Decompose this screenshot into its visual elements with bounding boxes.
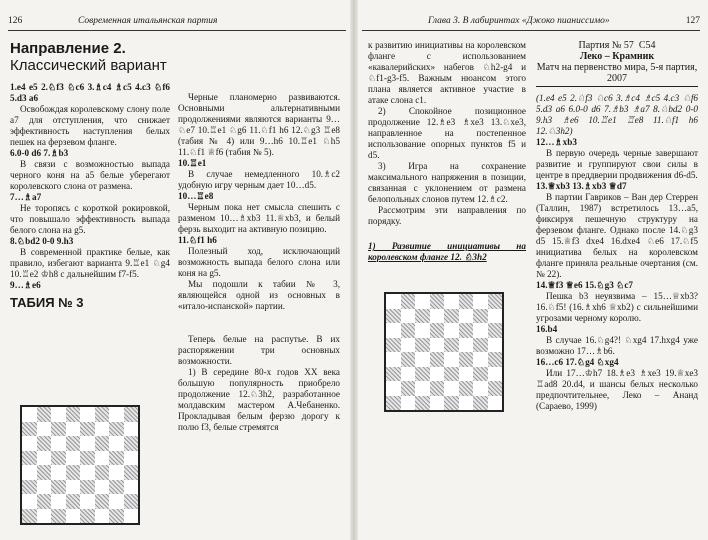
comment: Мы подошли к табии № 3, являющейся одной из основных в «итало-испанской» партии. xyxy=(178,279,340,311)
board-square xyxy=(109,465,124,480)
board-square xyxy=(488,294,503,309)
move-line: 12…♗xb3 xyxy=(536,137,577,147)
board-square xyxy=(401,381,416,396)
board-square xyxy=(51,480,66,495)
board-square xyxy=(37,407,52,422)
board-square xyxy=(401,309,416,324)
board-square xyxy=(459,396,474,411)
board-square xyxy=(386,396,401,411)
comment: Черные планомерно развиваются. Основными альтернативными продолжениями являются варианты 9…♘e7 10.♖e1 ♘g6 11.♘f1 h6 12.♘g3 ♖e8 (табия № 4) или 9…h6 10.♖e1 ♘h5 11.♘f1 ♕f6 (табия № 5). xyxy=(178,92,340,157)
board-square xyxy=(22,480,37,495)
comment: Освобождая королевскому слону поле a7 для отступления, что снижает эффективность наступления белых пешек на ферзевом фланге. xyxy=(10,104,170,147)
board-square xyxy=(51,509,66,524)
board-square xyxy=(386,294,401,309)
board-square xyxy=(95,451,110,466)
right-col2 xyxy=(536,40,698,412)
comment: В случае 16.♘g4?! ♘xg4 17.hxg4 уже возможно 17…♗b6. xyxy=(536,335,698,356)
board-square xyxy=(51,451,66,466)
event: Матч на первенство мира, 5-я партия, 2007 xyxy=(536,62,698,87)
board-square xyxy=(473,294,488,309)
running-title: Глава 3. В лабиринтах «Джоко пианиссимо» xyxy=(428,16,610,26)
board-square xyxy=(51,494,66,509)
move-line: 16…c6 17.♘g4 ♘xg4 xyxy=(536,357,619,367)
board-square xyxy=(430,367,445,382)
board-square xyxy=(37,465,52,480)
board-square xyxy=(124,465,139,480)
board-square xyxy=(109,422,124,437)
move-line: 13.♕xb3 13.♗xb3 ♕d7 xyxy=(536,181,627,191)
comment: В первую очередь черные завершают развитие и группируют свои силы в центре в преддверии продвижения d6-d5. xyxy=(536,148,698,180)
board-square xyxy=(415,323,430,338)
board-square xyxy=(459,367,474,382)
game-header xyxy=(536,40,698,51)
game-moves: (1.e4 e5 2.♘f3 ♘c6 3.♗c4 ♗c5 4.c3 ♘f6 5.d3 a6 6.0-0 d6 7.♗b3 ♗a7 8.♘bd2 0-0 9.h3 ♗e6 10.♖e1 ♖e8 11.♘f1 h6 12.♘3h2) xyxy=(536,93,698,136)
board-square xyxy=(386,352,401,367)
comment: 2) Спокойное позиционное продолжение 12.♗e3 ♗xe3 13.♘xe3, направленное на постепенное использование опорных пунктов f5 и d5. xyxy=(368,106,526,160)
board-square xyxy=(22,451,37,466)
page-number: 127 xyxy=(685,16,700,26)
board-square xyxy=(488,381,503,396)
board-square xyxy=(124,494,139,509)
comment: Теперь белые на распутье. В их распоряжении три основных возможности. xyxy=(178,334,340,366)
comment: Черным пока нет смысла спешить с разменом 10…♗xb3 11.♕xb3, и белый ферзь выходит на активную позицию. xyxy=(178,202,340,234)
board-square xyxy=(488,367,503,382)
board-square xyxy=(80,436,95,451)
board-square xyxy=(37,509,52,524)
page-number: 126 xyxy=(8,16,23,26)
board-square xyxy=(415,309,430,324)
board-square xyxy=(51,465,66,480)
chessboard-left xyxy=(20,405,140,525)
comment: к развитию инициативы на королевском фланге с использованием «кавалерийских» набегов ♘h2-g4 и ♘f1-g3-f5. Важным нюансом этого плана является активное участие в атаке слона c1. xyxy=(368,40,526,105)
board-square xyxy=(430,338,445,353)
board-square xyxy=(51,436,66,451)
board-square xyxy=(80,480,95,495)
board-square xyxy=(66,451,81,466)
subhead: 1) Развитие инициативы на королевском фланге 12. ♘3h2 xyxy=(368,241,526,262)
board-square xyxy=(444,323,459,338)
right-col1 xyxy=(368,40,526,263)
move-line: 14.♕f3 ♕e6 15.♘g3 ♘c7 xyxy=(536,280,633,290)
board-square xyxy=(109,451,124,466)
board-square xyxy=(95,422,110,437)
board-square xyxy=(415,352,430,367)
board-square xyxy=(80,494,95,509)
board-square xyxy=(124,451,139,466)
board-square xyxy=(22,465,37,480)
board-square xyxy=(51,407,66,422)
board-square xyxy=(444,367,459,382)
board-square xyxy=(444,338,459,353)
move-line: 9…♗e6 xyxy=(10,280,41,290)
players: Леко – Крамник xyxy=(579,51,655,62)
board-square xyxy=(124,407,139,422)
board-square xyxy=(415,396,430,411)
running-head-left xyxy=(8,14,346,31)
move-line: 8.♘bd2 0-0 9.h3 xyxy=(10,236,74,246)
board-square xyxy=(459,338,474,353)
comment: В связи с возможностью выпада черного коня на a5 белые уберегают королевского слона от размена. xyxy=(10,159,170,191)
board-square xyxy=(37,436,52,451)
board-square xyxy=(109,494,124,509)
board-square xyxy=(80,422,95,437)
board-square xyxy=(95,509,110,524)
board-square xyxy=(444,396,459,411)
comment: В случае немедленного 10.♗c2 удобную игру черным дает 10…d5. xyxy=(178,169,340,190)
board-square xyxy=(124,436,139,451)
move-line: 10.♖e1 xyxy=(178,158,207,168)
board-square xyxy=(66,494,81,509)
board-square xyxy=(66,480,81,495)
comment: В современной практике белые, как правило, избегают варианта 9.♖e1 ♘g4 10.♖e2 ♔h8 с дальнейшим f7-f5. xyxy=(10,247,170,279)
board-square xyxy=(66,422,81,437)
board-square xyxy=(124,480,139,495)
comment: Рассмотрим эти направления по порядку. xyxy=(368,205,526,226)
board-square xyxy=(430,396,445,411)
board-square xyxy=(37,480,52,495)
board-square xyxy=(37,422,52,437)
board-square xyxy=(459,381,474,396)
left-col2 xyxy=(178,92,340,433)
board-square xyxy=(66,465,81,480)
board-square xyxy=(124,422,139,437)
board-square xyxy=(415,294,430,309)
board-square xyxy=(415,338,430,353)
board-square xyxy=(473,396,488,411)
board-square xyxy=(401,352,416,367)
board-square xyxy=(386,309,401,324)
board-square xyxy=(109,509,124,524)
board-square xyxy=(488,396,503,411)
board-square xyxy=(459,309,474,324)
board-square xyxy=(401,367,416,382)
board-square xyxy=(444,294,459,309)
board-square xyxy=(430,323,445,338)
board-square xyxy=(95,494,110,509)
board-square xyxy=(95,407,110,422)
board-square xyxy=(80,509,95,524)
move-line: 1.e4 e5 2.♘f3 ♘c6 3.♗c4 ♗c5 4.c3 ♘f6 5.d3 a6 xyxy=(10,82,170,103)
board-square xyxy=(401,396,416,411)
board-square xyxy=(66,436,81,451)
board-square xyxy=(415,381,430,396)
board-square xyxy=(386,338,401,353)
board-square xyxy=(430,309,445,324)
move-line: 6.0-0 d6 7.♗b3 xyxy=(10,148,69,158)
board-square xyxy=(22,422,37,437)
board-square xyxy=(386,323,401,338)
board-square xyxy=(386,367,401,382)
comment: 3) Игра на сохранение максимального напряжения в позиции, связанная с уклонением от размена белопольных слонов путем 12.♗c2. xyxy=(368,161,526,204)
board-square xyxy=(109,436,124,451)
board-square xyxy=(80,465,95,480)
board-square xyxy=(488,338,503,353)
board-square xyxy=(37,451,52,466)
board-square xyxy=(488,309,503,324)
comment: 1) В середине 80-х годов XX века большую популярность приобрело продолжение 12.♘3h2, разработанное молдавским мастером А.Чебаненко. Прокладывая белым ферзю дорогу к полю f3, белые стремятся xyxy=(178,367,340,432)
comment: Не торопясь с короткой рокировкой, что повышало эффективность выпада белого слона на g5. xyxy=(10,203,170,235)
left-col1 xyxy=(10,40,170,308)
comment: Пешка b3 неуязвима – 15…♕xb3? 16.♘f5! (16.♗xh6 ♕xb2) с сильнейшими угрозами черному королю. xyxy=(536,291,698,323)
board-square xyxy=(488,352,503,367)
running-title: Современная итальянская партия xyxy=(78,16,218,26)
move-line: 10…♖e8 xyxy=(178,191,214,201)
board-square xyxy=(95,480,110,495)
board-square xyxy=(401,294,416,309)
board-square xyxy=(22,494,37,509)
board-square xyxy=(109,480,124,495)
board-square xyxy=(459,323,474,338)
board-square xyxy=(124,509,139,524)
move-line: 16.b4 xyxy=(536,324,558,334)
board-square xyxy=(95,436,110,451)
comment: В партии Гавриков – Ван дер Стеррен (Таллин, 1987) встретилось 13…a5, фиксируя пешечную структуру на ферзевом фланге. Однако после 14.♘g3 d5 15.♕f3 dxe4 16.dxe4 ♘e6 17.♘f5 инициатива белых на королевском фланге приняла реальные очертания (см. № 22). xyxy=(536,192,698,279)
board-square xyxy=(473,338,488,353)
board-square xyxy=(22,509,37,524)
board-square xyxy=(473,381,488,396)
board-square xyxy=(66,509,81,524)
board-square xyxy=(95,465,110,480)
move-line: 7…♗a7 xyxy=(10,192,42,202)
board-square xyxy=(415,367,430,382)
board-square xyxy=(51,422,66,437)
board-square xyxy=(401,338,416,353)
section-subtitle: Классический вариант xyxy=(10,57,167,74)
chessboard-right xyxy=(384,292,504,412)
board-square xyxy=(444,352,459,367)
board-square xyxy=(66,407,81,422)
board-square xyxy=(430,381,445,396)
game-number: Партия № 57 xyxy=(578,40,634,51)
comment: Полезный ход, исключающий возможность выпада белого слона или коня на g5. xyxy=(178,246,340,278)
running-head-right xyxy=(362,14,700,31)
board-square xyxy=(473,352,488,367)
board-square xyxy=(386,381,401,396)
board-square xyxy=(109,407,124,422)
board-square xyxy=(22,407,37,422)
board-square xyxy=(430,294,445,309)
board-square xyxy=(430,352,445,367)
eco-code: C54 xyxy=(638,40,656,51)
board-square xyxy=(22,436,37,451)
board-square xyxy=(473,309,488,324)
comment: Или 17…♔h7 18.♗e3 ♗xe3 19.♕xe3 ♖ad8 20.d4, и шансы белых несколько предпочтительнее, Леко – Ананд (Сараево, 1999) xyxy=(536,368,698,411)
board-square xyxy=(473,323,488,338)
left-page xyxy=(0,0,352,540)
board-square xyxy=(444,381,459,396)
section-title: Направление 2. xyxy=(10,40,126,57)
board-square xyxy=(488,323,503,338)
board-square xyxy=(37,494,52,509)
board-square xyxy=(459,352,474,367)
move-line: 11.♘f1 h6 xyxy=(178,235,217,245)
board-square xyxy=(459,294,474,309)
board-square xyxy=(444,309,459,324)
tabia-title: ТАБИЯ № 3 xyxy=(10,295,84,310)
board-square xyxy=(80,407,95,422)
board-square xyxy=(80,451,95,466)
right-page xyxy=(356,0,708,540)
board-square xyxy=(473,367,488,382)
board-square xyxy=(401,323,416,338)
